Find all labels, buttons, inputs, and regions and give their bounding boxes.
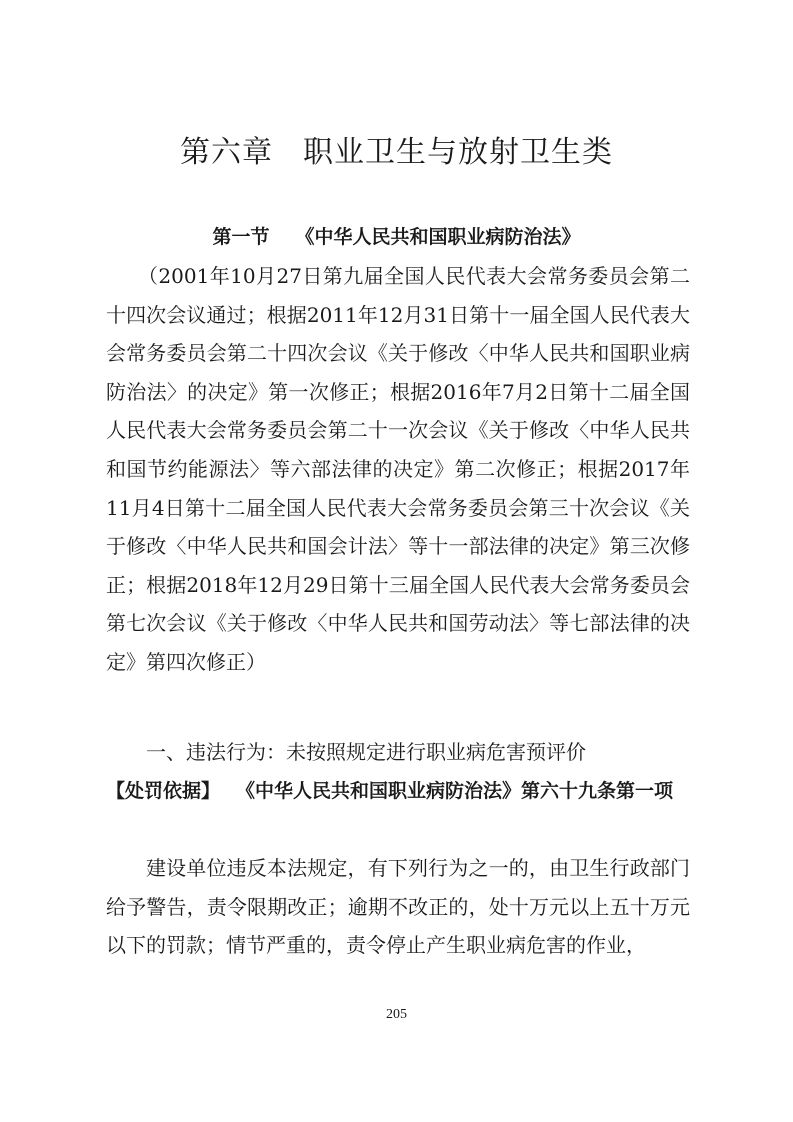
penalty-basis-text: 《中华人民共和国职业病防治法》第六十九条第一项 [236,780,674,802]
history-note: （2001年10月27日第九届全国人民代表大会常务委员会第二十四次会议通过；根据2011年12月31日第十一届全国人民代表大会常务委员会第二十四次会议《关于修改〈中华人民共和国职业病防治法〉的决定》第一次修正；根据2016年7月2日第十二届全国人民代表大会常务委员会第二十一次会议《关于修改〈中华人民共和国节约能源法〉等六部法律的决定》第二次修正；根据2017年11月4日第十二届全国人民代表大会常务委员会第三十次会议《关于修改〈中华人民共和国会计法〉等十一部法律的决定》第三次修正；根据2018年12月29日第十三届全国人民代表大会常务委员会第七次会议《关于修改〈中华人民共和国劳动法〉等七部法律的决定》第四次修正） [106,264,690,674]
violation-block [106,733,690,772]
history-note-block [106,257,690,682]
section-label: 第一节 [212,226,270,248]
page-number: 205 [386,1007,407,1022]
provision-block [106,849,690,965]
penalty-basis-label: 【处罚依据】 [106,780,221,802]
chapter-title: 职业卫生与放射卫生类 [303,135,613,170]
chapter-label: 第六章 [180,135,273,170]
chapter-heading [0,133,793,173]
provision-text: 建设单位违反本法规定，有下列行为之一的，由卫生行政部门给予警告，责令限期改正；逾期不改正的，处十万元以上五十万元以下的罚款；情节严重的，责令停止产生职业病危害的作业， [106,856,690,958]
violation-heading: 一、违法行为：未按照规定进行职业病危害预评价 [146,740,586,764]
penalty-basis [106,772,690,811]
section-title: 《中华人民共和国职业病防治法》 [295,226,581,248]
penalty-basis-block [106,772,690,811]
section-heading [0,222,793,252]
